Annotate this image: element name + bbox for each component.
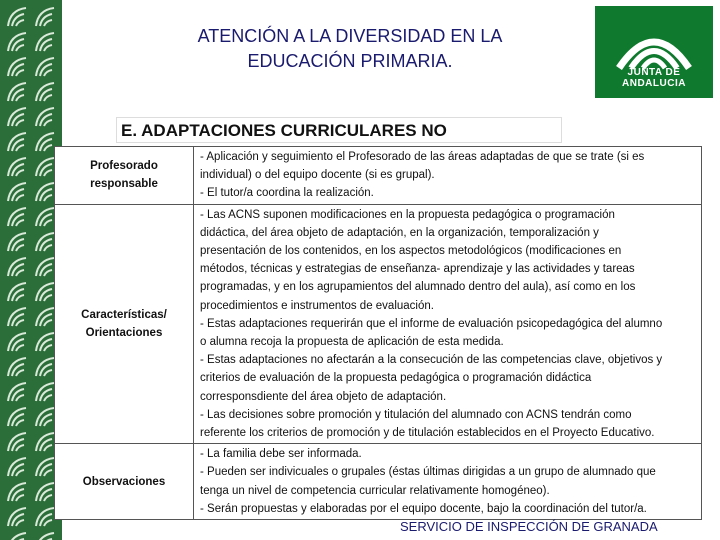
leaf-motif-icon — [4, 404, 30, 430]
content-line: referente los criterios de promoción y de titulación establecidos en el Proyecto Educativo. — [200, 427, 655, 440]
leaf-motif-icon — [4, 204, 30, 230]
content-line: didáctica, del área objeto de adaptación, en la organización, temporalización y — [200, 226, 599, 239]
title-line-1: ATENCIÓN A LA DIVERSIDAD EN LA — [197, 26, 503, 46]
leaf-motif-icon — [4, 429, 30, 455]
leaf-motif-icon — [32, 4, 58, 30]
row-label-line: responsable — [90, 178, 158, 191]
leaf-motif-icon — [4, 379, 30, 405]
leaf-motif-icon — [4, 54, 30, 80]
leaf-motif-icon — [32, 54, 58, 80]
leaf-motif-icon — [4, 354, 30, 380]
row-label-line: Observaciones — [82, 475, 166, 488]
content-line: programadas, y en los agrupamientos del alumnado dentro del aula), así como en los — [200, 281, 636, 294]
content-line: o alumna recoja la propuesta de aplicación de esta medida. — [200, 336, 504, 349]
junta-andalucia-logo — [595, 6, 713, 98]
leaf-motif-icon — [4, 529, 30, 540]
leaf-motif-icon — [4, 254, 30, 280]
leaf-motif-icon — [4, 4, 30, 30]
page-title — [150, 24, 550, 74]
table-row — [55, 444, 702, 520]
content-line: - Las decisiones sobre promoción y titulación del alumnado con ACNS tendrán como — [200, 408, 632, 421]
logo-text: JUNTA DE ANDALUCIA — [622, 67, 686, 89]
row-label-line: Características/ — [81, 308, 167, 321]
content-line: - Serán propuestas y elaboradas por el equipo docente, bajo la coordinación del tutor/a. — [200, 502, 647, 515]
table-row — [55, 147, 702, 205]
leaf-motif-icon — [4, 79, 30, 105]
content-line: - Pueden ser indivicuales o grupales (éstas últimas dirigidas a un grupo de alumnado que — [200, 466, 656, 479]
content-line: procedimientos e instrumentos de evaluación. — [200, 299, 434, 312]
row-label-line: Profesorado — [90, 160, 158, 173]
content-line: criterios de evaluación de la propuesta pedagógica o programación didáctica — [200, 372, 592, 385]
content-line: - Estas adaptaciones requerirán que el informe de evaluación psicopedagógica del alumno — [200, 317, 663, 330]
leaf-motif-icon — [4, 229, 30, 255]
content-line: - El tutor/a coordina la realización. — [200, 187, 374, 200]
row-label-line: Orientaciones — [85, 326, 163, 339]
row-label — [55, 444, 194, 520]
table-row — [55, 204, 702, 444]
leaf-motif-icon — [32, 79, 58, 105]
leaf-motif-icon — [32, 104, 58, 130]
row-label — [55, 147, 194, 205]
leaf-motif-icon — [4, 104, 30, 130]
row-label — [55, 204, 194, 444]
content-line: - Estas adaptaciones no afectarán a la consecución de las competencias clave, objetivos y — [200, 354, 663, 367]
content-line: - Aplicación y seguimiento el Profesorado de las áreas adaptadas de que se trate (si es — [200, 151, 645, 163]
content-line: corresponsdiente del área objeto de adaptación. — [200, 390, 447, 403]
adaptations-table — [54, 146, 702, 520]
section-title: E. ADAPTACIONES CURRICULARES NO — [116, 117, 562, 143]
leaf-motif-icon — [4, 29, 30, 55]
leaf-motif-icon — [4, 479, 30, 505]
leaf-motif-icon — [4, 329, 30, 355]
leaf-motif-icon — [32, 29, 58, 55]
title-line-2: EDUCACIÓN PRIMARIA. — [247, 51, 453, 71]
leaf-motif-icon — [4, 454, 30, 480]
content-line: - La familia debe ser informada. — [200, 448, 362, 461]
leaf-motif-icon — [4, 179, 30, 205]
row-content — [194, 147, 702, 205]
decorative-side-band — [0, 0, 62, 540]
leaf-motif-icon — [4, 304, 30, 330]
footer-text: SERVICIO DE INSPECCIÓN DE GRANADA — [400, 519, 658, 534]
row-content — [194, 444, 702, 520]
content-line: presentación de los contenidos, en los aspectos metodológicos (modificaciones en — [200, 245, 622, 258]
content-line: tenga un nivel de competencia curricular relativamente homogéneo). — [200, 484, 550, 497]
row-content — [194, 204, 702, 444]
content-line: individual) o del equipo docente (si es grupal). — [200, 169, 435, 182]
content-line: - Las ACNS suponen modificaciones en la propuesta pedagógica o programación — [200, 208, 615, 221]
content-line: métodos, técnicas y estrategias de enseñanza- aprendizaje y las actividades y tareas — [200, 263, 635, 276]
leaf-motif-icon — [32, 529, 58, 540]
leaf-motif-icon — [4, 504, 30, 530]
leaf-motif-icon — [4, 279, 30, 305]
leaf-motif-icon — [4, 129, 30, 155]
leaf-motif-icon — [4, 154, 30, 180]
